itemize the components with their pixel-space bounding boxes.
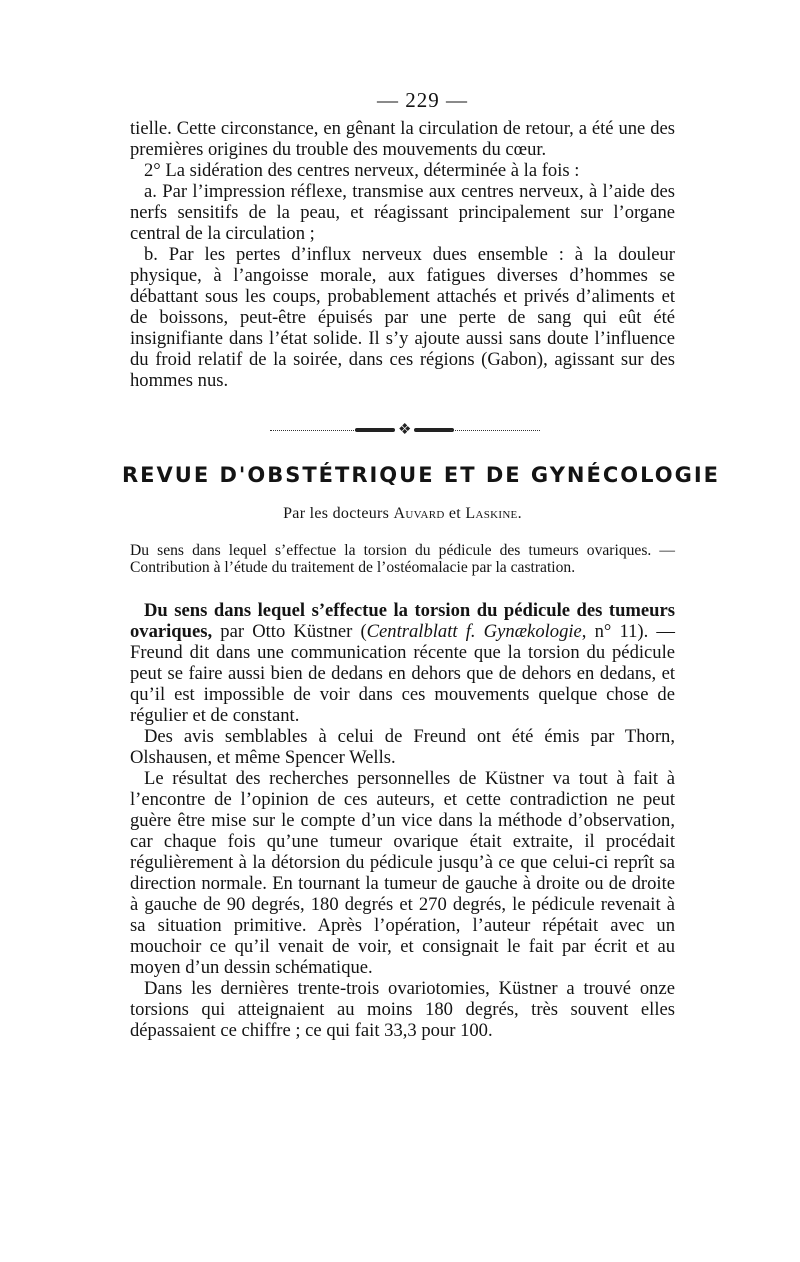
intro-paragraph-1: tielle. Cette circonstance, en gênant la circulation de retour, a été une des premières origines du trouble des mouvements du cœur. — [130, 118, 675, 160]
author-auvard: Auvard — [393, 505, 445, 522]
book-page — [122, 88, 720, 1041]
section-summary: Du sens dans lequel s’effectue la torsion du pédicule des tumeurs ovariques. — Contribution à l’étude du traitement de l’ostéomalacie par la castration. — [130, 542, 675, 576]
article-paragraph-1: Des avis semblables à celui de Freund ont été émis par Thorn, Olshausen, et même Spencer Wells. — [130, 726, 675, 768]
section-title: REVUE D'OBSTÉTRIQUE ET DE GYNÉCOLOGIE — [122, 463, 720, 487]
byline-prefix: Par les docteurs — [283, 505, 390, 522]
section-divider — [130, 421, 675, 441]
article-author: par Otto Küstner ( — [212, 621, 367, 642]
intro-paragraph-2: 2° La sidération des centres nerveux, déterminée à la fois : — [144, 160, 580, 181]
article-lead-paragraph — [130, 600, 675, 726]
byline — [130, 505, 675, 523]
intro-paragraph-3: a. Par l’impression réflexe, transmise aux centres nerveux, à l’aide des nerfs sensitifs de la peau, et réagissant principalement sur l’organe central de la circulation ; — [130, 181, 675, 244]
article-lead-text: , n° 11). — Freund dit dans une communication récente que la torsion du pédicule peut se faire aussi bien de dedans en dehors que de dehors en dedans, et qu’il est impossible de voir dans ces mouvements quelque chose de régulier et de constant. — [130, 621, 675, 726]
article-paragraph-2: Le résultat des recherches personnelles de Küstner va tout à fait à l’encontre de l’opinion de ces auteurs, et cette contradiction ne peut guère être mise sur le compte d’un vice dans la méthode d’observation, car chaque fois qu’une tumeur ovarique était extraite, il procédait régulièrement à la détorsion du pédicule jusqu’à ce que celui-ci reprît sa direction normale. En tournant la tumeur de gauche à droite ou de droite à gauche de 90 degrés, 180 degrés et 270 degrés, le pédicule revenait à sa situation primitive. Après l’opération, l’auteur répétait avec un mouchoir ce qu’il venait de voir, et consignait le fait par écrit et au moyen d’un dessin schématique. — [130, 768, 675, 978]
page-number: — 229 — — [377, 88, 468, 112]
journal-name: Centralblatt f. Gynækologie — [366, 621, 582, 642]
article-paragraph-3: Dans les dernières trente-trois ovariotomies, Küstner a trouvé onze torsions qui atteignaient au moins 180 degrés, très souvent elles dépassaient ce chiffre ; ce qui fait 33,3 pour 100. — [130, 978, 675, 1041]
intro-paragraph-4: b. Par les pertes d’influx nerveux dues ensemble : à la douleur physique, à l’angoisse morale, aux fatigues diverses d’hommes se débattant sous les coups, probablement attachés et privés d’aliments et de boissons, peut-être épuisés par une perte de sang qui eût été insignifiante dans l’état solide. Il s’y ajoute aussi sans doute l’influence du froid relatif de la soirée, dans ces régions (Gabon), agissant sur des hommes nus. — [130, 244, 675, 391]
byline-conjunction: et — [448, 505, 462, 522]
author-laskine: Laskine. — [465, 505, 522, 522]
ornament-icon: ❖ — [398, 422, 412, 438]
article-title: Du sens dans lequel s’effectue la torsion du pédicule des tumeurs ovariques, — [130, 600, 675, 642]
